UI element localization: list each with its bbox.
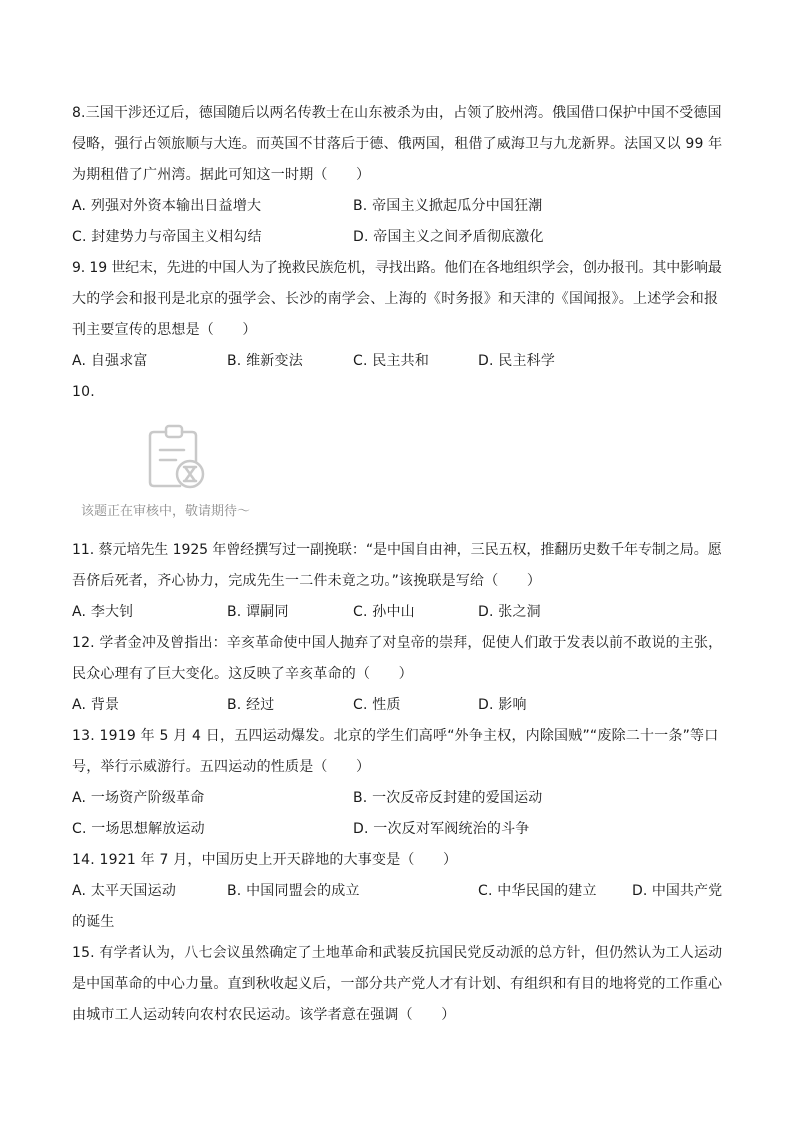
q8-stem-line-1: 8.三国干涉还辽后，德国随后以两名传教士在山东被杀为由，占领了胶州湾。俄国借口保护中国不受德国: [72, 105, 722, 121]
q14-option-c[interactable]: C. 中华民国的建立: [478, 883, 597, 899]
q9-stem-line-2: 大的学会和报刊是北京的强学会、长沙的南学会、上海的《时务报》和天津的《国闻报》。上述学会和报: [72, 291, 719, 307]
review-pending-note: 该题正在审核中，敬请期待～: [81, 504, 251, 519]
q14-option-b[interactable]: B. 中国同盟会的成立: [227, 883, 360, 899]
q10-number: 10.: [72, 384, 95, 400]
q14-option-d[interactable]: D. 中国共产党: [632, 883, 723, 899]
q12-option-a[interactable]: A. 背景: [72, 697, 120, 713]
q13-option-d[interactable]: D. 一次反对军阀统治的斗争: [353, 821, 530, 837]
q12-stem-line-1: 12. 学者金冲及曾指出：辛亥革命使中国人抛弃了对皇帝的崇拜，促使人们敢于发表以前不敢说的主张，: [72, 635, 723, 651]
q12-option-b[interactable]: B. 经过: [227, 697, 275, 713]
q9-stem-line-1: 9. 19 世纪末，先进的中国人为了挽救民族危机，寻找出路。他们在各地组织学会，创办报刊。其中影响最: [72, 260, 722, 276]
q13-option-b[interactable]: B. 一次反帝反封建的爱国运动: [353, 790, 543, 806]
q9-stem-line-3: 刊主要宣传的思想是（ ）: [72, 322, 257, 338]
q12-stem-line-2: 民众心理有了巨大变化。这反映了辛亥革命的（ ）: [72, 666, 413, 682]
q8-stem-line-2: 侵略，强行占领旅顺与大连。而英国不甘落后于德、俄两国，租借了威海卫与九龙新界。法国又以 99 年: [72, 136, 723, 152]
q11-option-a[interactable]: A. 李大钊: [72, 604, 134, 620]
q14-option-d-wrap[interactable]: 的诞生: [72, 914, 115, 930]
q13-stem-line-1: 13. 1919 年 5 月 4 日，五四运动爆发。北京的学生们高呼“外争主权，内除国贼”“废除二十一条”等口: [72, 728, 719, 744]
q12-option-d[interactable]: D. 影响: [478, 697, 527, 713]
q11-option-d[interactable]: D. 张之洞: [478, 604, 541, 620]
q8-option-a[interactable]: A. 列强对外资本输出日益增大: [72, 198, 262, 214]
q11-stem-line-1: 11. 蔡元培先生 1925 年曾经撰写过一副挽联：“是中国自由神，三民五权，推翻历史数千年专制之局。愿: [72, 542, 722, 558]
q15-stem-line-1: 15. 有学者认为，八七会议虽然确定了土地革命和武装反抗国民党反动派的总方针，但仍然认为工人运动: [72, 945, 723, 961]
q9-option-d[interactable]: D. 民主科学: [478, 353, 556, 369]
q13-stem-line-2: 号，举行示威游行。五四运动的性质是（ ）: [72, 759, 371, 775]
q11-option-c[interactable]: C. 孙中山: [353, 604, 415, 620]
q8-option-b[interactable]: B. 帝国主义掀起瓜分中国狂潮: [353, 198, 543, 214]
q11-option-b[interactable]: B. 谭嗣同: [227, 604, 289, 620]
q14-option-a[interactable]: A. 太平天国运动: [72, 883, 177, 899]
q14-stem-line-1: 14. 1921 年 7 月，中国历史上开天辟地的大事变是（ ）: [72, 852, 458, 868]
q9-option-a[interactable]: A. 自强求富: [72, 353, 148, 369]
q8-option-c[interactable]: C. 封建势力与帝国主义相勾结: [72, 229, 262, 245]
q8-option-d[interactable]: D. 帝国主义之间矛盾彻底激化: [353, 229, 544, 245]
q15-stem-line-3: 由城市工人运动转向农村农民运动。该学者意在强调（ ）: [72, 1007, 456, 1023]
q13-option-c[interactable]: C. 一场思想解放运动: [72, 821, 205, 837]
q11-stem-line-2: 吾侪后死者，齐心协力，完成先生一二件未竟之功。”该挽联是写给（ ）: [72, 573, 542, 589]
q13-option-a[interactable]: A. 一场资产阶级革命: [72, 790, 205, 806]
clipboard-hourglass-icon: [136, 418, 212, 494]
q9-option-b[interactable]: B. 维新变法: [227, 353, 303, 369]
q15-stem-line-2: 是中国革命的中心力量。直到秋收起义后，一部分共产党人才有计划、有组织和有目的地将党的工作重心: [72, 976, 723, 992]
q9-option-c[interactable]: C. 民主共和: [353, 353, 430, 369]
q12-option-c[interactable]: C. 性质: [353, 697, 401, 713]
q8-stem-line-3: 为期租借了广州湾。据此可知这一时期（ ）: [72, 167, 371, 183]
